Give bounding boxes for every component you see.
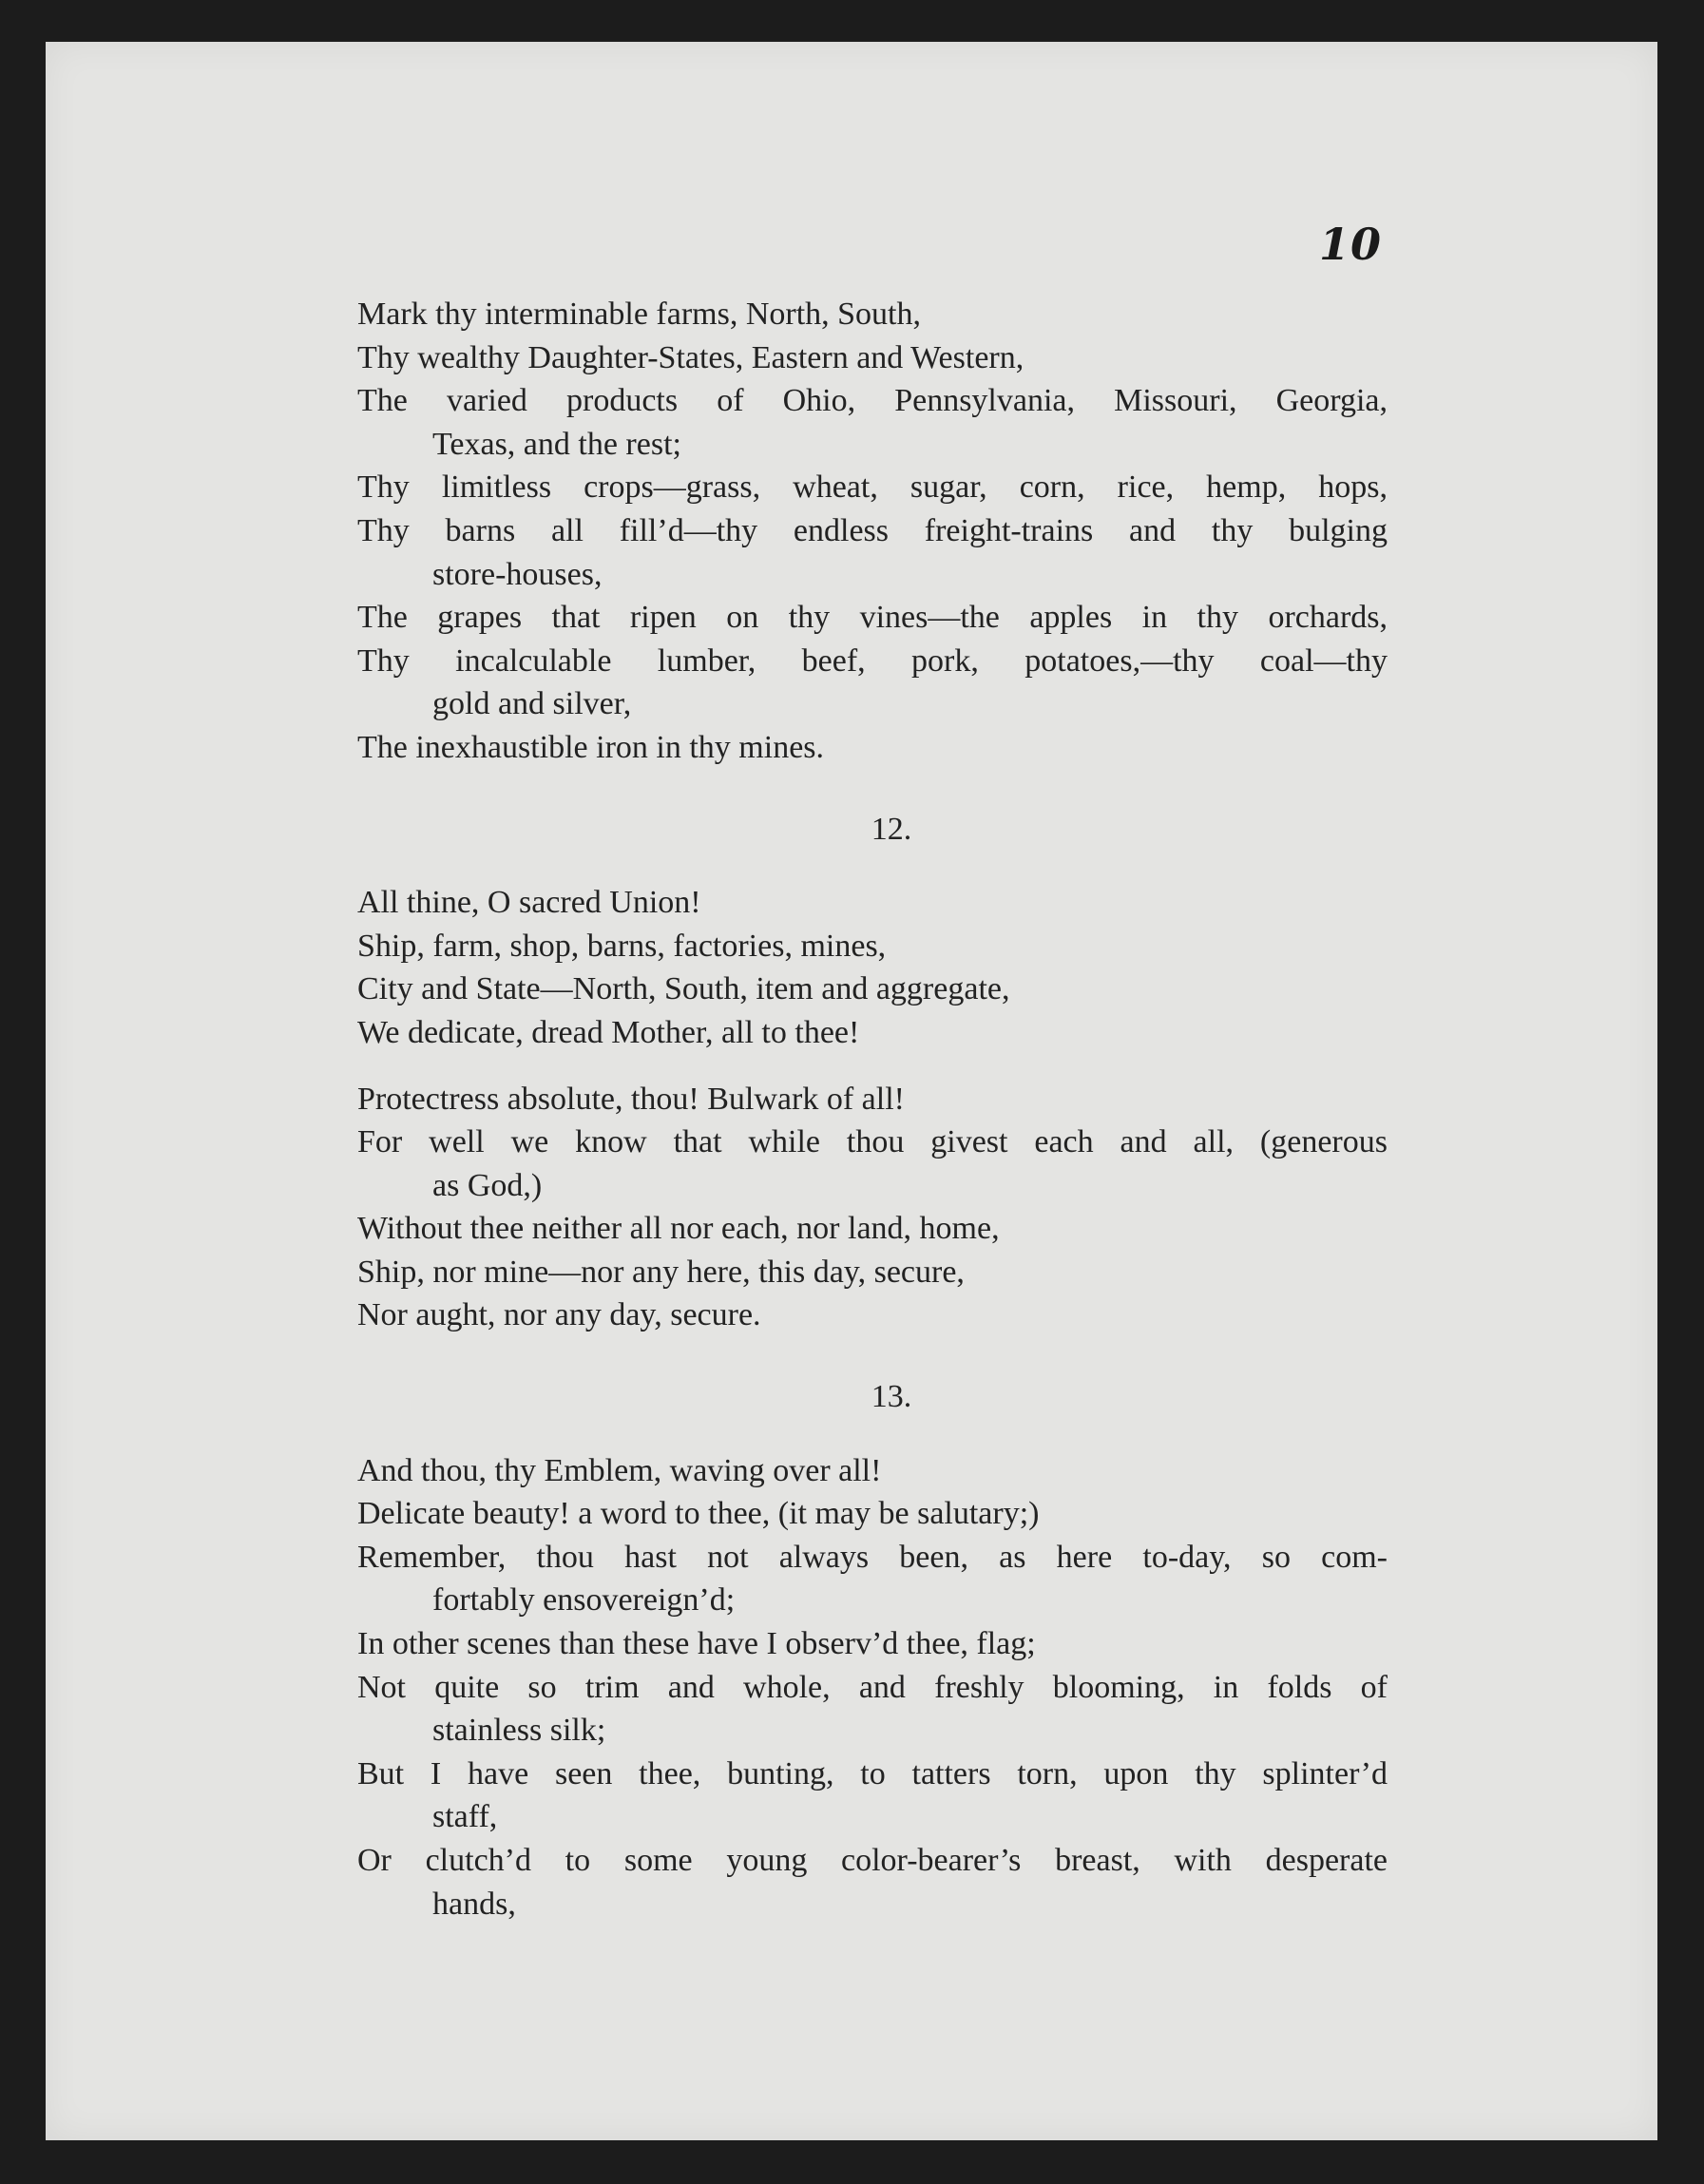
- poem-line: We dedicate, dread Mother, all to thee!: [357, 1014, 860, 1050]
- poem-line: But I have seen thee, bunting, to tatters torn, upon thy splinter’d: [357, 1755, 1388, 1791]
- poem-line: For well we know that while thou givest each and all, (generous: [357, 1124, 1388, 1160]
- poem-line: In other scenes than these have I observ’d thee, flag;: [357, 1626, 1036, 1662]
- document-page: [46, 42, 1657, 2140]
- stanza-gap: [357, 1055, 1388, 1078]
- poem-line: gold and silver,: [432, 686, 632, 722]
- poem-line: All thine, O sacred Union!: [357, 885, 701, 921]
- poem-line: The varied products of Ohio, Pennsylvania, Missouri, Georgia,: [357, 383, 1388, 419]
- section-13-stanza-1: [357, 1449, 1388, 1926]
- poem-line: And thou, thy Emblem, waving over all!: [357, 1452, 882, 1488]
- poem-body: [357, 293, 1388, 1925]
- poem-line: Thy incalculable lumber, beef, pork, potatoes,—thy coal—thy: [357, 642, 1388, 679]
- poem-line: Remember, thou hast not always been, as here to-day, so com-: [357, 1539, 1388, 1575]
- poem-line: Nor aught, nor any day, secure.: [357, 1297, 761, 1333]
- poem-line: Without thee neither all nor each, nor land, home,: [357, 1211, 1000, 1247]
- section-12-stanza-2: [357, 1078, 1388, 1338]
- poem-line: Or clutch’d to some young color-bearer’s breast, with desperate: [357, 1843, 1388, 1878]
- poem-line: Thy wealthy Daughter-States, Eastern and Western,: [357, 339, 1024, 375]
- poem-line: staff,: [432, 1799, 498, 1835]
- section-number-13: 13.: [871, 1379, 912, 1415]
- page-number: 10: [1319, 219, 1383, 270]
- poem-line: store-houses,: [432, 556, 603, 592]
- poem-line: Thy limitless crops—grass, wheat, sugar, corn, rice, hemp, hops,: [357, 469, 1388, 506]
- poem-line: Thy barns all fill’d—thy endless freight-trains and thy bulging: [357, 512, 1388, 548]
- poem-line: stainless silk;: [432, 1713, 606, 1749]
- poem-line: as God,): [432, 1167, 543, 1203]
- poem-line: Ship, farm, shop, barns, factories, mines,: [357, 928, 887, 964]
- poem-line: Ship, nor mine—nor any here, this day, secure,: [357, 1254, 965, 1290]
- stanza-continued: [357, 293, 1388, 770]
- section-number-12: 12.: [871, 811, 912, 847]
- poem-line: The grapes that ripen on thy vines—the apples in thy orchards,: [357, 600, 1388, 636]
- section-12-stanza-1: [357, 881, 1388, 1054]
- poem-line: Mark thy interminable farms, North, South,: [357, 297, 922, 332]
- poem-line: Delicate beauty! a word to thee, (it may be salutary;): [357, 1496, 1040, 1532]
- poem-line: The inexhaustible iron in thy mines.: [357, 729, 825, 765]
- poem-line: Texas, and the rest;: [432, 426, 681, 462]
- poem-line: City and State—North, South, item and aggregate,: [357, 971, 1010, 1007]
- poem-line: Protectress absolute, thou! Bulwark of all!: [357, 1081, 905, 1117]
- poem-line: fortably ensovereign’d;: [432, 1582, 736, 1619]
- poem-line: Not quite so trim and whole, and freshly blooming, in folds of: [357, 1669, 1388, 1705]
- poem-line: hands,: [432, 1886, 516, 1922]
